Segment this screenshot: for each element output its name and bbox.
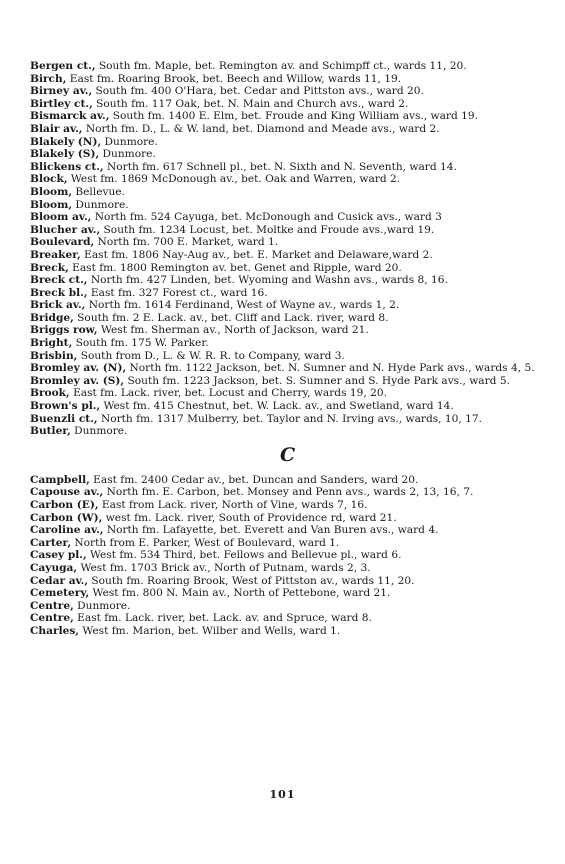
street-entry	[30, 387, 545, 400]
street-name: Charles,	[30, 624, 79, 637]
street-name: Breck,	[30, 261, 69, 274]
street-name: Bridge,	[30, 311, 74, 324]
street-entry	[30, 73, 545, 86]
street-name: Blucher av.,	[30, 223, 101, 236]
page-number: 101	[269, 788, 296, 801]
street-name: Bright,	[30, 337, 73, 350]
street-description: East fm. Lack. river, bet. Lack. av. and Spruce, ward 8.	[73, 612, 372, 625]
street-description: West fm. 415 Chestnut, bet. W. Lack. av., and Swetland, ward 14.	[100, 400, 454, 413]
street-name: Carbon (E),	[30, 499, 99, 511]
street-entry	[30, 549, 545, 562]
street-description: South fm. 400 O'Hara, bet. Cedar and Pittston avs., ward 20.	[92, 85, 424, 98]
street-description: Dunmore.	[99, 148, 156, 161]
street-name: Cedar av.,	[30, 574, 89, 587]
street-name: Bloom,	[30, 185, 73, 198]
street-description: South fm. Roaring Brook, West of Pittston av., wards 11, 20.	[88, 574, 415, 587]
street-entry	[30, 60, 545, 73]
street-entry	[30, 375, 545, 388]
street-name: Bergen ct.,	[30, 60, 96, 72]
street-name: Breck ct.,	[30, 274, 88, 287]
street-name: Buenzli ct.,	[30, 412, 98, 425]
street-description: East fm. 1806 Nay-Aug av., bet. E. Market and Delaware,ward 2.	[80, 248, 433, 261]
street-name: Cemetery,	[30, 587, 90, 600]
street-name: Birtley ct.,	[30, 97, 93, 110]
street-entry	[30, 400, 545, 413]
street-description: west fm. Lack. river, South of Providence rd, ward 21.	[102, 511, 397, 524]
street-name: Bromley av. (S),	[30, 374, 125, 387]
street-entry	[30, 350, 545, 363]
street-name: Birney av.,	[30, 85, 93, 98]
street-entry	[30, 249, 545, 262]
street-name: Boulevard,	[30, 236, 95, 249]
street-description: South fm. 1400 E. Elm, bet. Froude and King William avs., ward 19.	[109, 110, 478, 123]
street-name: Cayuga,	[30, 561, 78, 574]
street-description: Dunmore.	[73, 599, 131, 612]
street-description: West fm. 800 N. Main av., North of Pettebone, ward 21.	[89, 587, 391, 600]
street-description: Dunmore.	[72, 198, 129, 211]
street-list-c	[30, 474, 545, 638]
street-name: Capouse av.,	[30, 486, 104, 499]
street-description: North fm. 427 Linden, bet. Wyoming and Washn avs., wards 8, 16.	[87, 274, 448, 287]
street-description: North fm. 1122 Jackson, bet. N. Sumner and N. Hyde Park avs., wards 4, 5.	[126, 362, 535, 375]
street-name: Birch,	[30, 72, 67, 85]
street-entry	[30, 262, 545, 275]
street-name: Breaker,	[30, 248, 81, 261]
street-entry	[30, 562, 545, 575]
street-name: Carbon (W),	[30, 511, 103, 524]
street-entry	[30, 299, 545, 312]
street-description: East fm. 1800 Remington av. bet. Genet and Ripple, ward 20.	[68, 261, 402, 274]
street-name: Butler,	[30, 425, 71, 438]
street-description: West fm. Marion, bet. Wilber and Wells, ward 1.	[79, 624, 341, 637]
street-description: South fm. Maple, bet. Remington av. and Schimpff ct., wards 11, 20.	[95, 60, 467, 72]
street-description: North fm. 1614 Ferdinand, West of Wayne av., wards 1, 2.	[85, 299, 400, 312]
street-name: Caroline av.,	[30, 524, 104, 537]
street-name: Centre,	[30, 599, 74, 612]
street-description: West fm. 534 Third, bet. Fellows and Bellevue pl., ward 6.	[86, 549, 402, 562]
street-description: East fm. Lack. river, bet. Locust and Cherry, wards 19, 20.	[69, 387, 387, 400]
street-description: North fm. 524 Cayuga, bet. McDonough and Cusick avs., ward 3	[91, 211, 442, 224]
street-description: South fm. 175 W. Parker.	[72, 337, 209, 350]
street-name: Bismarck av.,	[30, 110, 110, 123]
street-description: South fm. 117 Oak, bet. N. Main and Church avs., ward 2.	[92, 97, 409, 110]
street-name: Block,	[30, 173, 68, 186]
street-entry	[30, 612, 545, 625]
street-entry	[30, 337, 545, 350]
street-description: West fm. 1703 Brick av., North of Putnam, wards 2, 3.	[77, 561, 371, 574]
street-name: Carter,	[30, 536, 72, 549]
street-entry	[30, 587, 545, 600]
street-description: East fm. 327 Forest ct., ward 16.	[87, 286, 268, 299]
street-description: East from Lack. river, North of Vine, wards 7, 16.	[98, 499, 368, 511]
street-entry	[30, 474, 545, 487]
street-description: Dunmore.	[101, 135, 158, 148]
street-description: North fm. 1317 Mulberry, bet. Taylor and N. Irving avs., wards, 10, 17.	[97, 412, 482, 425]
street-entry	[30, 324, 545, 337]
street-description: East fm. Roaring Brook, bet. Beech and Willow, wards 11, 19.	[66, 72, 402, 85]
street-entry	[30, 287, 545, 300]
street-description: West fm. Sherman av., North of Jackson, ward 21.	[97, 324, 369, 337]
street-entry	[30, 512, 545, 525]
street-entry	[30, 600, 545, 613]
street-entry	[30, 425, 545, 438]
street-entry	[30, 173, 545, 186]
street-name: Blair av.,	[30, 122, 83, 135]
street-description: North fm. E. Carbon, bet. Monsey and Penn avs., wards 2, 13, 16, 7.	[103, 486, 474, 499]
section-letter: C	[279, 443, 296, 466]
street-entry	[30, 236, 545, 249]
street-entry	[30, 136, 545, 149]
street-name: Centre,	[30, 612, 74, 625]
street-description: North fm. 700 E. Market, ward 1.	[94, 236, 279, 249]
street-entry	[30, 413, 545, 426]
street-name: Brisbin,	[30, 349, 78, 362]
street-description: South fm. 2 E. Lack. av., bet. Cliff and Lack. river, ward 8.	[73, 311, 389, 324]
street-description: South fm. 1223 Jackson, bet. S. Sumner and S. Hyde Park avs., ward 5.	[124, 374, 510, 387]
street-description: Bellevue.	[72, 185, 125, 198]
street-entry	[30, 486, 545, 499]
street-description: West fm. 1869 McDonough av., bet. Oak and Warren, ward 2.	[67, 173, 401, 186]
street-entry	[30, 186, 545, 199]
street-name: Brook,	[30, 387, 70, 400]
street-name: Blakely (N),	[30, 135, 102, 148]
street-entry	[30, 148, 545, 161]
street-entry	[30, 199, 545, 212]
street-name: Bloom av.,	[30, 211, 92, 224]
street-name: Bloom,	[30, 198, 73, 211]
street-description: North fm. Lafayette, bet. Everett and Van Buren avs., ward 4.	[103, 524, 439, 537]
street-entry	[30, 274, 545, 287]
street-name: Blakely (S),	[30, 148, 100, 161]
street-description: Dunmore.	[70, 425, 128, 438]
street-name: Campbell,	[30, 473, 90, 486]
street-name: Blickens ct.,	[30, 160, 104, 173]
street-entry	[30, 123, 545, 136]
street-description: North fm. 617 Schnell pl., bet. N. Sixth and N. Seventh, ward 14.	[103, 160, 457, 173]
street-entry	[30, 110, 545, 123]
street-entry	[30, 98, 545, 111]
street-description: South fm. 1234 Locust, bet. Moltke and Froude avs.,ward 19.	[100, 223, 435, 236]
street-entry	[30, 85, 545, 98]
street-name: Brick av.,	[30, 299, 86, 312]
street-entry	[30, 625, 545, 638]
street-name: Casey pl.,	[30, 549, 87, 562]
street-name: Breck bl.,	[30, 286, 88, 299]
street-description: East fm. 2400 Cedar av., bet. Duncan and Sanders, ward 20.	[89, 473, 419, 486]
street-description: North fm. D., L. & W. land, bet. Diamond and Meade avs., ward 2.	[82, 122, 440, 135]
street-description: North from E. Parker, West of Boulevard, ward 1.	[71, 536, 340, 549]
street-entry	[30, 211, 545, 224]
street-entry	[30, 499, 545, 512]
street-name: Bromley av. (N),	[30, 362, 127, 375]
street-entry	[30, 161, 545, 174]
street-name: Briggs row,	[30, 324, 98, 337]
street-list-b	[30, 60, 545, 438]
street-entry	[30, 224, 545, 237]
street-entry	[30, 362, 545, 375]
street-entry	[30, 575, 545, 588]
street-description: South from D., L. & W. R. R. to Company, ward 3.	[77, 349, 345, 362]
street-entry	[30, 312, 545, 325]
street-entry	[30, 537, 545, 550]
street-name: Brown's pl.,	[30, 400, 101, 413]
street-entry	[30, 524, 545, 537]
